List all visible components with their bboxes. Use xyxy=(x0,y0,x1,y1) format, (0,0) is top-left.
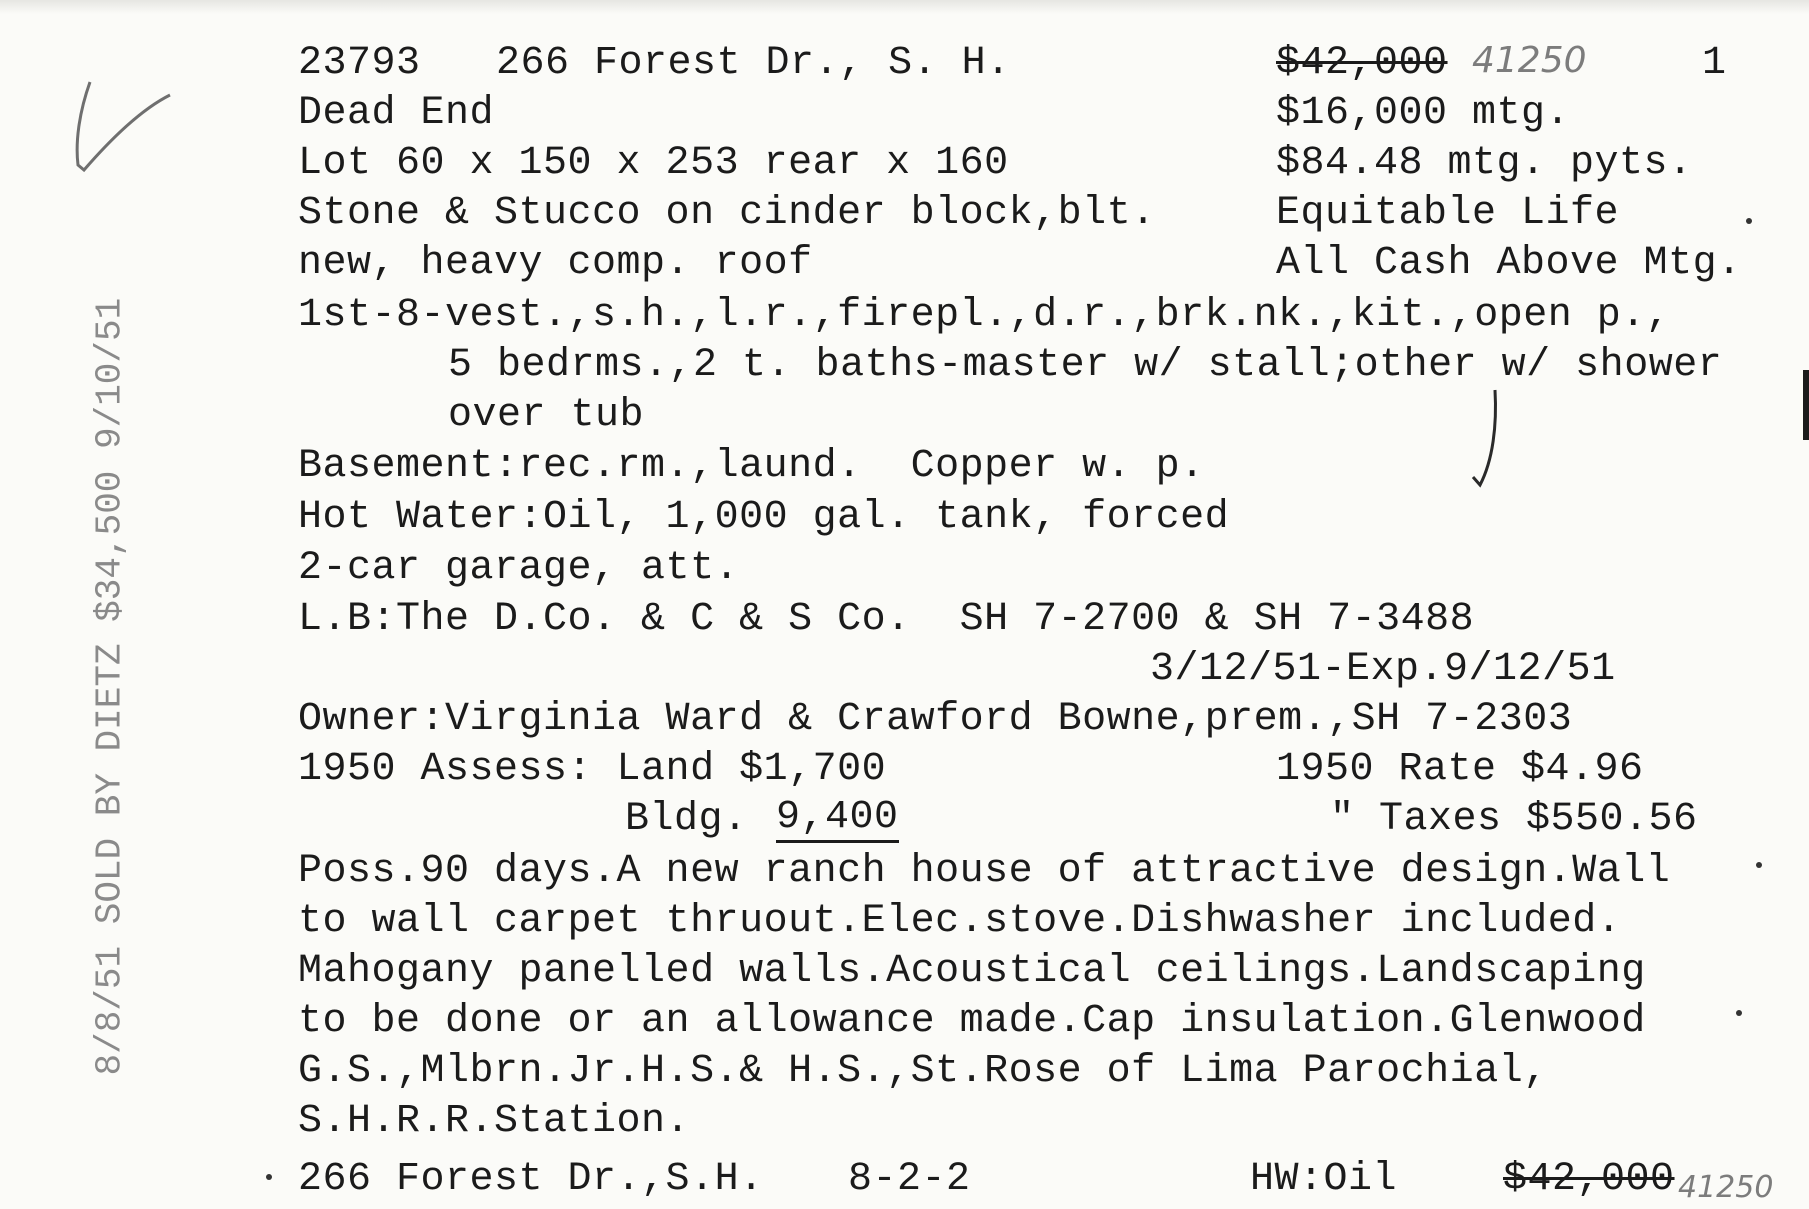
heating: Hot Water:Oil, 1,000 gal. tank, forced xyxy=(298,495,1230,540)
bullet-dot xyxy=(266,1174,272,1180)
footer-price-original: $42,000 xyxy=(1503,1157,1675,1202)
assessment-land: 1950 Assess: Land $1,700 xyxy=(298,747,887,792)
tax-rate: 1950 Rate $4.96 xyxy=(1276,747,1644,792)
price-original: $42,000 xyxy=(1276,41,1448,86)
mortgage: $16,000 mtg. xyxy=(1276,91,1571,136)
margin-dot xyxy=(1746,218,1752,224)
price-handwritten: 41250 xyxy=(1472,40,1587,81)
remarks-line: to be done or an allowance made.Cap insulation.Glenwood xyxy=(298,999,1646,1044)
mortgage-payments: $84.48 mtg. pyts. xyxy=(1276,141,1693,186)
check-mark-icon xyxy=(60,70,180,180)
arrow-mark-icon xyxy=(1455,385,1515,495)
rooms-first-floor: 1st-8-vest.,s.h.,l.r.,firepl.,d.r.,brk.nk.,kit.,open p., xyxy=(298,293,1671,338)
footer-price-handwritten: 41250 xyxy=(1678,1170,1774,1205)
footer-rooms-code: 8-2-2 xyxy=(848,1157,971,1202)
construction: Stone & Stucco on cinder block,blt. xyxy=(298,191,1156,236)
address: 266 Forest Dr., S. H. xyxy=(496,41,1011,86)
card-number: 1 xyxy=(1702,41,1727,86)
footer-address: 266 Forest Dr.,S.H. xyxy=(298,1157,764,1202)
garage: 2-car garage, att. xyxy=(298,546,740,591)
sold-annotation: 8/8/51 SOLD BY DIETZ $34,500 9/10/51 xyxy=(89,297,131,1076)
rooms-tub: over tub xyxy=(448,393,645,438)
listing-number: 23793 xyxy=(298,41,421,86)
remarks-line: to wall carpet thruout.Elec.stove.Dishwasher included. xyxy=(298,899,1622,944)
assessment-building-value: 9,400 xyxy=(776,796,899,843)
construction-roof: new, heavy comp. roof xyxy=(298,241,813,286)
remarks-line: Poss.90 days.A new ranch house of attractive design.Wall xyxy=(298,849,1671,894)
street-note: Dead End xyxy=(298,91,495,136)
basement: Basement:rec.rm.,laund. Copper w. p. xyxy=(298,444,1205,489)
owner: Owner:Virginia Ward & Crawford Bowne,prem.,SH 7-2303 xyxy=(298,697,1573,742)
margin-dot xyxy=(1756,862,1762,868)
listing-broker: L.B:The D.Co. & C & S Co. SH 7-2700 & SH 7-3488 xyxy=(298,597,1475,642)
lot-size: Lot 60 x 150 x 253 rear x 160 xyxy=(298,141,1009,186)
remarks-line: Mahogany panelled walls.Acoustical ceilings.Landscaping xyxy=(298,949,1646,994)
edge-mark xyxy=(1803,370,1809,440)
remarks-line: G.S.,Mlbrn.Jr.H.S.& H.S.,St.Rose of Lima Parochial, xyxy=(298,1049,1548,1094)
footer-heat: HW:Oil xyxy=(1250,1157,1398,1202)
terms: All Cash Above Mtg. xyxy=(1276,241,1742,286)
remarks-line: S.H.R.R.Station. xyxy=(298,1099,691,1144)
taxes: " Taxes $550.56 xyxy=(1330,797,1698,842)
rooms-bedrooms: 5 bedrms.,2 t. baths-master w/ stall;other w/ shower xyxy=(448,343,1723,388)
assessment-building-label: Bldg. xyxy=(625,797,773,842)
listing-dates: 3/12/51-Exp.9/12/51 xyxy=(1150,647,1616,692)
margin-dot xyxy=(1736,1010,1742,1016)
lender: Equitable Life xyxy=(1276,191,1620,236)
